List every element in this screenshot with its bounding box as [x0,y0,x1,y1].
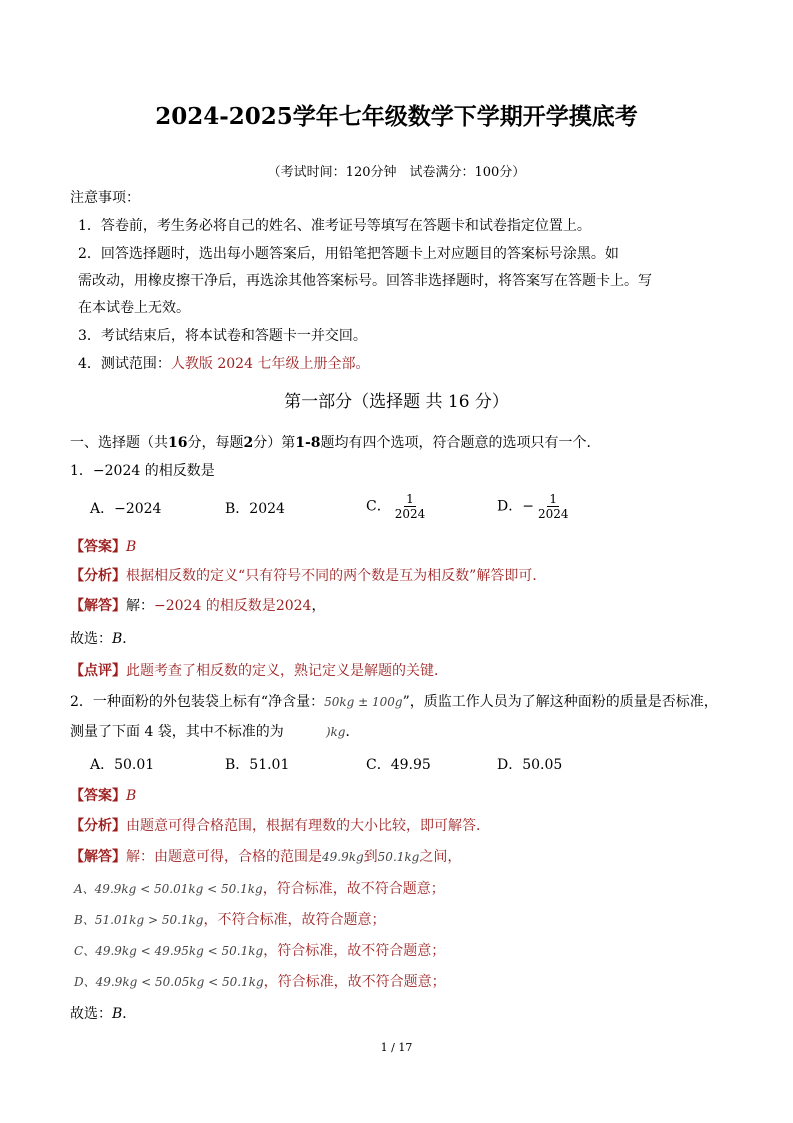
exam-info: （考试时间：120分钟 试卷满分：100分） [267,165,526,180]
q2-choose: 故选：B． [70,1006,137,1022]
question-2-stem-2: 测量了下面 4 袋，其中不标准的为 )kg． [70,724,360,740]
q2-option-a: A．50.01 [90,757,155,773]
q1-option-b: B．2024 [225,501,285,517]
part-intro: 一、选择题（共16分，每题2分）第1-8题均有四个选项，符合题意的选项只有一个． [70,435,601,451]
q1-answer: 【答案】B [70,539,137,555]
note-2a: 2．回答选择题时，选出每小题答案后，用铅笔把答题卡上对应题目的答案标号涂黑。如 [78,246,619,262]
q2-solution-line-b: B、51.01kg > 50.1kg，不符合标准，故符合题意； [74,912,386,928]
page-number: 1 / 17 [380,1041,413,1054]
section-title: 第一部分（选择题 共 16 分） [284,392,509,412]
note-4 [78,354,369,374]
test-scope: 人教版 2024 七年级上册全部。 [170,356,370,372]
note-4-prefix: 4．测试范围： [78,356,171,372]
q1-analysis: 【分析】根据相反数的定义“只有符号不同的两个数是互为相反数”解答即可． [70,568,547,584]
q2-solution-line-a: A、49.9kg < 50.01kg < 50.1kg，符合标准，故不符合题意； [74,881,445,897]
q2-option-b: B．51.01 [225,757,290,773]
note-1: 1．答卷前，考生务必将自己的姓名、准考证号等填写在答题卡和试卷指定位置上。 [78,218,591,234]
q2-solution-line-c: C、49.9kg < 49.95kg < 50.1kg，符合标准，故不符合题意； [74,943,446,959]
q2-option-d: D．50.05 [497,757,563,773]
q1-solution: 【解答】解：−2024 的相反数是2024， [70,598,326,614]
q1-comment: 【点评】此题考查了相反数的定义，熟记定义是解题的关键． [70,663,448,679]
note-2c: 在本试卷上无效。 [78,300,190,316]
q2-answer: 【答案】B [70,788,137,804]
q2-option-c: C．49.95 [366,757,431,773]
fraction: $\frac{1}{2024}$ [537,492,569,521]
question-1-stem: 1．−2024 的相反数是 [70,463,215,479]
document-title: 2024-2025学年七年级数学下学期开学摸底考 [155,103,638,130]
q1-option-d: D．− $\frac{1}{2024}$ [497,492,569,521]
q2-solution-line-d: D、49.9kg < 50.05kg < 50.1kg，符合标准，故不符合题意； [74,974,446,990]
notes-heading: 注意事项： [70,190,140,206]
q2-solution: 【解答】解：由题意可得，合格的范围是49.9kg到50.1kg之间， [70,849,462,865]
question-2-stem: 2．一种面粉的外包装袋上标有“净含量：50kg ± 100g”，质监工作人员为了解这种面粉的质量是否标准， [70,694,718,710]
q1-option-a: A．−2024 [90,501,162,517]
q2-analysis: 【分析】由题意可得合格范围，根据有理数的大小比较，即可解答． [70,818,490,834]
note-2b: 需改动，用橡皮擦干净后，再选涂其他答案标号。回答非选择题时，将答案写在答题卡上。写 [78,273,652,289]
fraction: $\frac{1}{2024}$ [394,492,426,521]
q1-choose: 故选：B． [70,631,137,647]
note-3: 3．考试结束后，将本试卷和答题卡一并交回。 [78,328,367,344]
q1-option-c: C． $\frac{1}{2024}$ [366,492,426,521]
